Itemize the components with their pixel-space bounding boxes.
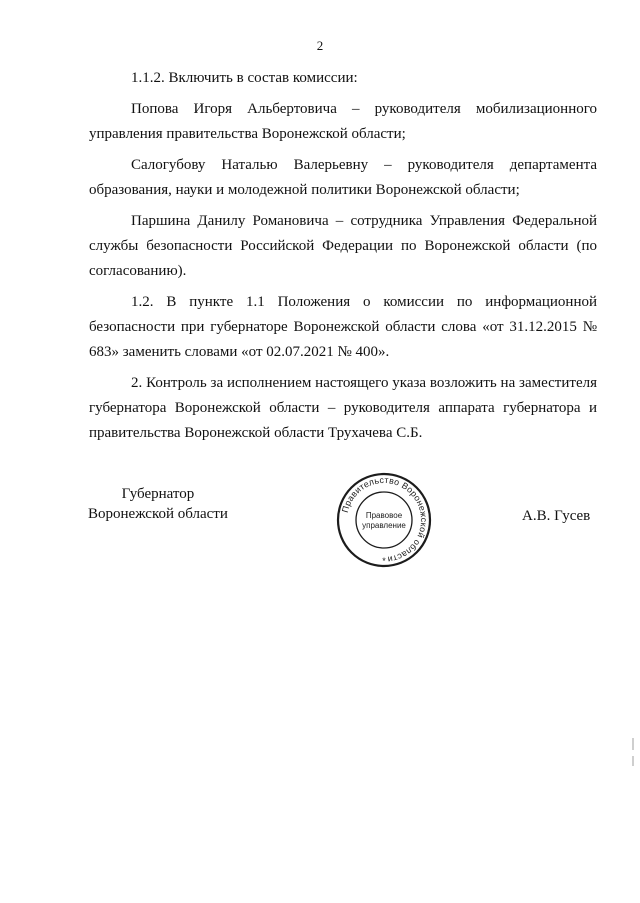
approval-stamp: [334, 470, 434, 570]
signatory-title: [88, 484, 228, 524]
signatory-title-line1: Губернатор: [121, 486, 195, 502]
paragraph-popov: Попова Игоря Альбертовича – руководителя мобилизационного управления правительства Воронежской области;: [89, 101, 597, 142]
scan-edge-mark: [632, 738, 634, 750]
paragraph-parshin: Паршина Данилу Романовича – сотрудника Управления Федеральной службы безопасности Российской Федерации по Воронежской области (по согласованию).: [89, 213, 597, 279]
stamp-ring-text: Правительство Воронежской области: [339, 474, 430, 565]
stamp-seal-icon: [334, 470, 434, 570]
paragraph-2: 2. Контроль за исполнением настоящего указа возложить на заместителя губернатора Воронежской области – руководителя аппарата губернатора и правительства Воронежской области Трухачева С.Б.: [89, 375, 597, 441]
paragraph-salogubova: Салогубову Наталью Валерьевну – руководителя департамента образования, науки и молодежной политики Воронежской области;: [89, 157, 597, 198]
document-body: [89, 66, 597, 452]
stamp-center-line2: управление: [362, 521, 406, 530]
stamp-star: *: [382, 556, 386, 566]
signatory-name: А.В. Гусев: [522, 508, 591, 524]
page-number: 2: [316, 38, 324, 53]
paragraph-1-1-2: 1.1.2. Включить в состав комиссии:: [131, 70, 358, 86]
paragraph-1-2: 1.2. В пункте 1.1 Положения о комиссии по информационной безопасности при губернаторе Воронежской области слова «от 31.12.2015 № 683» заменить словами «от 02.07.2021 № 400».: [89, 294, 597, 360]
signature-block: [0, 474, 640, 584]
scan-edge-mark: [632, 756, 634, 766]
signatory-title-line2: Воронежской области: [88, 506, 228, 522]
stamp-center-line1: Правовое: [365, 511, 403, 520]
